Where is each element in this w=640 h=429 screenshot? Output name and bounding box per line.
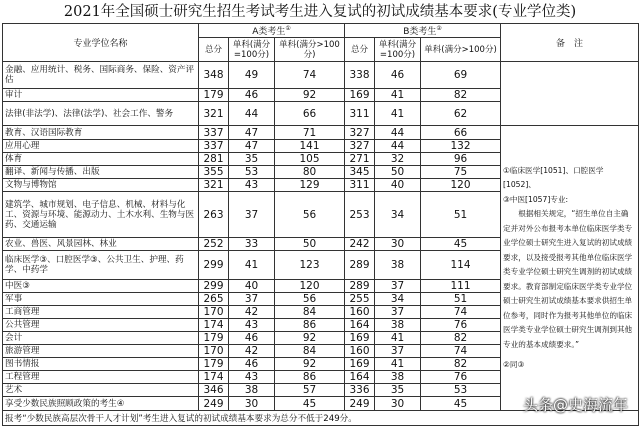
a-total-cell: 346 <box>199 384 229 397</box>
a-s100-cell: 40 <box>229 280 275 293</box>
b-sgt-cell: 74 <box>421 345 501 358</box>
major-name-cell: 体育 <box>3 153 199 166</box>
b-total-cell: 271 <box>345 153 375 166</box>
b-sgt-cell: 45 <box>421 238 501 251</box>
a-total-cell: 179 <box>199 332 229 345</box>
header-notes: 备 注 <box>501 24 639 62</box>
b-sgt-cell: 66 <box>421 126 501 140</box>
major-name-cell: 教育、汉语国际教育 <box>3 126 199 140</box>
b-s100-cell: 30 <box>375 238 421 251</box>
b-s100-cell: 44 <box>375 126 421 140</box>
a-s100-cell: 42 <box>229 345 275 358</box>
footer-note: 报考“少数民族高层次骨干人才计划”考生进入复试的初试成绩基本要求为总分不低于249分。 <box>3 411 639 426</box>
a-sgt-cell: 92 <box>275 358 345 371</box>
b-s100-cell: 34 <box>375 192 421 238</box>
b-s100-cell: 41 <box>375 332 421 345</box>
b-s100-cell: 44 <box>375 140 421 153</box>
b-sgt-cell: 75 <box>421 166 501 179</box>
b-sgt-cell: 69 <box>421 62 501 89</box>
a-s100-cell: 30 <box>229 397 275 411</box>
b-total-cell: 338 <box>345 62 375 89</box>
a-sgt-cell: 84 <box>275 306 345 319</box>
a-total-cell: 174 <box>199 319 229 332</box>
b-total-cell: 311 <box>345 102 375 126</box>
b-total-cell: 169 <box>345 332 375 345</box>
b-sgt-cell: 76 <box>421 371 501 384</box>
a-s100-cell: 41 <box>229 251 275 280</box>
a-total-cell: 249 <box>199 397 229 411</box>
a-sgt-cell: 129 <box>275 179 345 192</box>
major-name-cell: 临床医学③、口腔医学③、公共卫生、护理、药学、中药学 <box>3 251 199 280</box>
a-sgt-cell: 50 <box>275 238 345 251</box>
a-total-cell: 170 <box>199 345 229 358</box>
b-s100-cell: 34 <box>375 293 421 306</box>
a-sgt-cell: 105 <box>275 153 345 166</box>
a-s100-cell: 46 <box>229 332 275 345</box>
note-line-3: ②同③ <box>503 360 525 369</box>
a-s100-cell: 37 <box>229 293 275 306</box>
major-name-cell: 文物与博物馆 <box>3 179 199 192</box>
a-sgt-cell: 120 <box>275 280 345 293</box>
b-total-cell: 169 <box>345 89 375 102</box>
a-s100-cell: 33 <box>229 238 275 251</box>
b-s100-cell: 41 <box>375 358 421 371</box>
major-name-cell: 应用心理 <box>3 140 199 153</box>
b-s100-cell: 41 <box>375 89 421 102</box>
b-total-cell: 249 <box>345 397 375 411</box>
a-sgt-cell: 71 <box>275 126 345 140</box>
b-s100-cell: 37 <box>375 280 421 293</box>
b-s100-cell: 46 <box>375 62 421 89</box>
b-sgt-cell: 51 <box>421 293 501 306</box>
b-sgt-cell: 96 <box>421 153 501 166</box>
a-sgt-cell: 92 <box>275 89 345 102</box>
b-s100-cell: 50 <box>375 166 421 179</box>
group-b-label: B类考生 <box>403 27 437 37</box>
b-sgt-cell: 82 <box>421 89 501 102</box>
b-sgt-cell: 82 <box>421 358 501 371</box>
major-name-cell: 工商管理 <box>3 306 199 319</box>
a-sgt-cell: 57 <box>275 384 345 397</box>
a-total-cell: 321 <box>199 102 229 126</box>
header-b-total: 总分 <box>345 38 375 62</box>
a-total-cell: 179 <box>199 358 229 371</box>
a-total-cell: 321 <box>199 179 229 192</box>
header-b-single-100: 单科(满分=100分) <box>375 38 421 62</box>
header-a-total: 总分 <box>199 38 229 62</box>
b-s100-cell: 38 <box>375 319 421 332</box>
b-total-cell: 164 <box>345 371 375 384</box>
a-sgt-cell: 74 <box>275 62 345 89</box>
a-total-cell: 355 <box>199 166 229 179</box>
a-s100-cell: 46 <box>229 89 275 102</box>
major-name-cell: 会计 <box>3 332 199 345</box>
requirements-table <box>2 23 639 426</box>
a-sgt-cell: 123 <box>275 251 345 280</box>
a-sgt-cell: 56 <box>275 192 345 238</box>
note-paragraph: 根据相关规定，“招生单位自主确定并对外公布报考本单位临床医学类专业学位硕士研究生进入复试的初试成绩要求，以及接受报考其他单位临床医学类专业学位硕士研究生调剂的初试成绩要求。教育部制定临床医学类专业学位硕士研究生初试成绩基本要求供招生单位参考，同时作为报考其他单位的临床医学类专业学位硕士研究生调剂到其他专业的基本成绩要求。” <box>503 209 633 349</box>
b-sgt-cell: 76 <box>421 319 501 332</box>
a-s100-cell: 43 <box>229 371 275 384</box>
b-sgt-cell: 120 <box>421 179 501 192</box>
watermark: 头条@史海流年 <box>522 396 628 414</box>
a-s100-cell: 43 <box>229 319 275 332</box>
b-total-cell: 160 <box>345 306 375 319</box>
a-s100-cell: 35 <box>229 153 275 166</box>
a-sgt-cell: 45 <box>275 397 345 411</box>
a-s100-cell: 47 <box>229 126 275 140</box>
b-total-cell: 160 <box>345 345 375 358</box>
major-name-cell: 翻译、新闻与传播、出版 <box>3 166 199 179</box>
b-total-cell: 336 <box>345 384 375 397</box>
b-total-cell: 242 <box>345 238 375 251</box>
a-sgt-cell: 80 <box>275 166 345 179</box>
a-total-cell: 174 <box>199 371 229 384</box>
major-name-cell: 旅游管理 <box>3 345 199 358</box>
b-sgt-cell: 53 <box>421 384 501 397</box>
b-sgt-cell: 114 <box>421 251 501 280</box>
b-total-cell: 255 <box>345 293 375 306</box>
b-s100-cell: 40 <box>375 179 421 192</box>
notes-cell <box>501 126 639 411</box>
a-total-cell: 281 <box>199 153 229 166</box>
major-name-cell: 艺术 <box>3 384 199 397</box>
a-total-cell: 348 <box>199 62 229 89</box>
major-name-cell: 公共管理 <box>3 319 199 332</box>
b-s100-cell: 38 <box>375 371 421 384</box>
a-s100-cell: 53 <box>229 166 275 179</box>
a-sgt-cell: 86 <box>275 371 345 384</box>
b-s100-cell: 32 <box>375 153 421 166</box>
a-s100-cell: 43 <box>229 179 275 192</box>
major-name-cell: 金融、应用统计、税务、国际商务、保险、资产评估 <box>3 62 199 89</box>
major-name-cell: 建筑学、城市规划、电子信息、机械、材料与化工、资源与环境、能源动力、土木水利、生物与医药、交通运输 <box>3 192 199 238</box>
a-sgt-cell: 141 <box>275 140 345 153</box>
b-sgt-cell: 62 <box>421 102 501 126</box>
major-name-cell: 法律(非法学)、法律(法学)、社会工作、警务 <box>3 102 199 126</box>
a-total-cell: 170 <box>199 306 229 319</box>
b-s100-cell: 38 <box>375 251 421 280</box>
major-name-cell: 工程管理 <box>3 371 199 384</box>
b-total-cell: 327 <box>345 126 375 140</box>
note-line-2: ③中医[1057]专业: <box>503 194 569 204</box>
a-s100-cell: 46 <box>229 358 275 371</box>
a-sgt-cell: 84 <box>275 345 345 358</box>
b-sgt-cell: 111 <box>421 280 501 293</box>
group-b-mark: ② <box>436 25 442 32</box>
b-total-cell: 289 <box>345 251 375 280</box>
group-a-mark: ① <box>285 25 291 32</box>
a-s100-cell: 42 <box>229 306 275 319</box>
b-total-cell: 311 <box>345 179 375 192</box>
a-sgt-cell: 92 <box>275 332 345 345</box>
header-a-single-100: 单科(满分=100分) <box>229 38 275 62</box>
major-name-cell: 审计 <box>3 89 199 102</box>
header-a-single-gt100: 单科(满分>100分) <box>275 38 345 62</box>
a-total-cell: 299 <box>199 251 229 280</box>
major-name-cell: 军事 <box>3 293 199 306</box>
b-sgt-cell: 82 <box>421 332 501 345</box>
b-total-cell: 253 <box>345 192 375 238</box>
header-group-a <box>199 24 345 38</box>
b-s100-cell: 35 <box>375 384 421 397</box>
notes-blank-cell <box>501 62 639 126</box>
b-s100-cell: 37 <box>375 345 421 358</box>
a-s100-cell: 44 <box>229 102 275 126</box>
b-total-cell: 327 <box>345 140 375 153</box>
a-total-cell: 263 <box>199 192 229 238</box>
major-name-cell: 享受少数民族照顾政策的考生④ <box>3 397 199 411</box>
a-sgt-cell: 86 <box>275 319 345 332</box>
b-total-cell: 169 <box>345 358 375 371</box>
b-s100-cell: 30 <box>375 397 421 411</box>
header-b-single-gt100: 单科(满分>100分) <box>421 38 501 62</box>
a-s100-cell: 38 <box>229 384 275 397</box>
page-title: 2021年全国硕士研究生招生考试考生进入复试的初试成绩基本要求(专业学位类) <box>63 4 577 20</box>
a-sgt-cell: 66 <box>275 102 345 126</box>
b-s100-cell: 41 <box>375 102 421 126</box>
header-group-b <box>345 24 501 38</box>
b-total-cell: 289 <box>345 280 375 293</box>
b-s100-cell: 37 <box>375 306 421 319</box>
major-name-cell: 农业、兽医、风景园林、林业 <box>3 238 199 251</box>
b-total-cell: 345 <box>345 166 375 179</box>
a-s100-cell: 47 <box>229 140 275 153</box>
b-sgt-cell: 132 <box>421 140 501 153</box>
a-total-cell: 337 <box>199 140 229 153</box>
a-total-cell: 337 <box>199 126 229 140</box>
b-sgt-cell: 45 <box>421 397 501 411</box>
a-total-cell: 299 <box>199 280 229 293</box>
a-s100-cell: 49 <box>229 62 275 89</box>
a-total-cell: 252 <box>199 238 229 251</box>
table-row <box>3 62 639 89</box>
a-s100-cell: 37 <box>229 192 275 238</box>
note-line-1: ①临床医学[1051]、口腔医学[1052]、 <box>503 165 604 189</box>
table-row <box>3 126 639 140</box>
a-total-cell: 265 <box>199 293 229 306</box>
b-total-cell: 164 <box>345 319 375 332</box>
b-sgt-cell: 74 <box>421 306 501 319</box>
major-name-cell: 中医③ <box>3 280 199 293</box>
major-name-cell: 图书情报 <box>3 358 199 371</box>
b-sgt-cell: 51 <box>421 192 501 238</box>
a-sgt-cell: 56 <box>275 293 345 306</box>
group-a-label: A类考生 <box>252 27 286 37</box>
header-major-name: 专业学位名称 <box>3 24 199 62</box>
a-total-cell: 179 <box>199 89 229 102</box>
